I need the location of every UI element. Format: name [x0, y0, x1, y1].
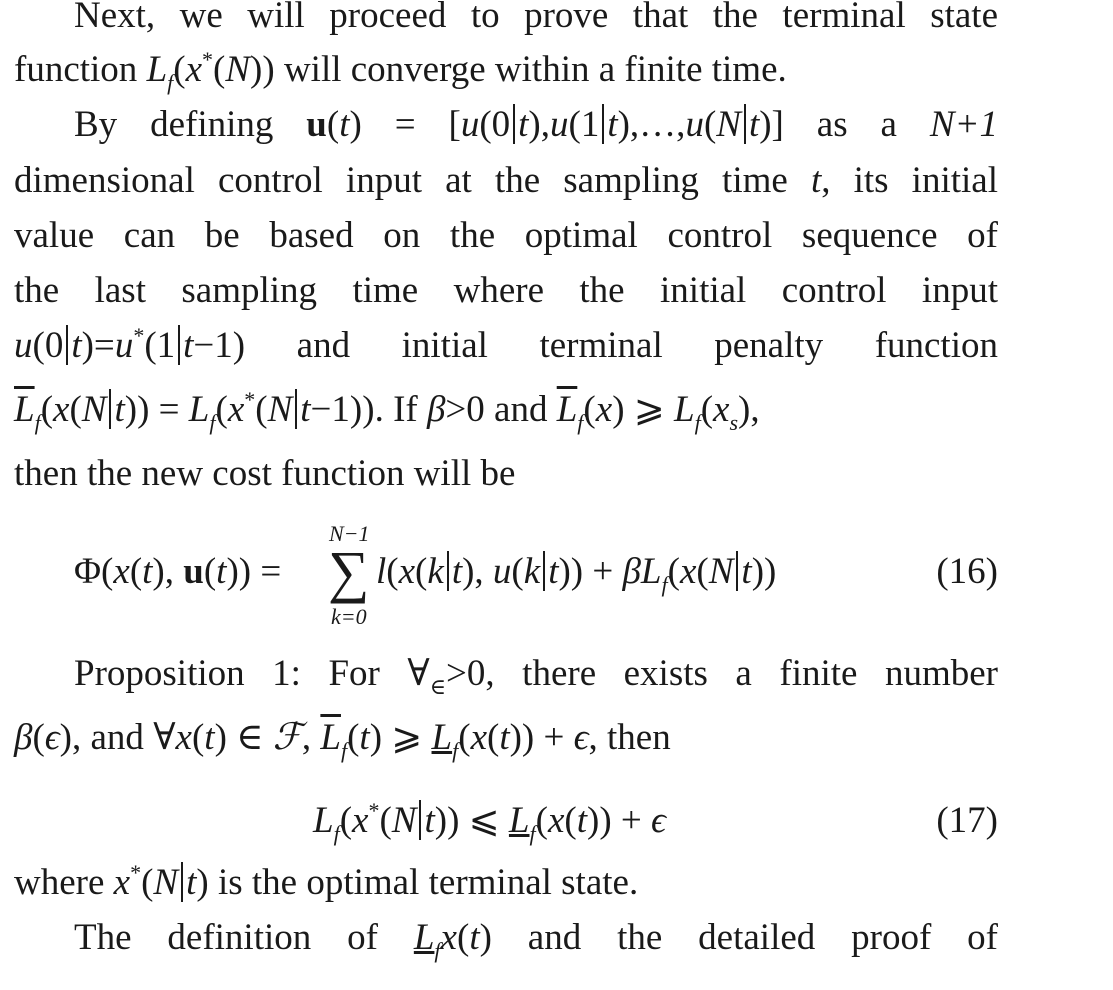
equation-17-body: $L_f(x^*(N$ t)) ⩽ $L_f(x(t)) + \epsilon$	[313, 798, 666, 846]
equation-16-lhs: Φ(x(t), u(t)) =	[74, 551, 282, 592]
paragraph-2-line-2: dimensional control input at the sampling time t, its initial	[14, 160, 998, 201]
equation-17-number: (17)	[936, 800, 998, 841]
paragraph-2-line-1: By defining u(t) = [u(0 t),u(1 t),…,u(N t)] as a N+1	[74, 104, 998, 145]
paragraph-3-line-1: Proposition 1: For $\forall_\in>0$, there exists a finite number	[74, 653, 998, 699]
paragraph-3-line-2: β(ϵ), and ∀x(t) ∈ ℱ, $\overline{L}_f(t)$ ⩾ $L_f(x(t)) + \epsilon$, then	[14, 717, 671, 763]
sum-upper-limit: N−1	[329, 521, 370, 546]
paragraph-2-line-4: the last sampling time where the initial control input	[14, 270, 998, 311]
paragraph-4: where x*(N t) is the optimal terminal state.	[14, 860, 639, 903]
paragraph-2-line-5: u(0 t)=u*(1 t−1) and initial terminal penalty function	[14, 323, 998, 366]
paragraph-2-line-7: then the new cost function will be	[14, 453, 516, 494]
sum-lower-limit: k=0	[331, 604, 367, 629]
summation-symbol: ∑	[328, 539, 370, 604]
paragraph-1-line-1: Next, we will proceed to prove that the terminal state	[74, 0, 998, 36]
equation-16-rhs: l(x(k t), u(k $t)) + \beta L_f(x(N$ t))	[376, 551, 777, 597]
paragraph-2-line-3: value can be based on the optimal control sequence of	[14, 215, 998, 256]
paragraph-1-line-2: function $L_f(x^*(N))$ will converge within a finite time.	[14, 47, 787, 95]
equation-16-number: (16)	[936, 551, 998, 592]
paragraph-5-line-1: The definition of $L_fx(t)$ and the detailed proof of	[74, 917, 998, 963]
paragraph-2-line-6: $\overline{L}_f(x(N$ $t)) = L_f(x^*(N$ t−1)). If β>0 and $\overline{L}_f(x)$ ⩾ $L_f(x_s)$,	[14, 387, 760, 435]
